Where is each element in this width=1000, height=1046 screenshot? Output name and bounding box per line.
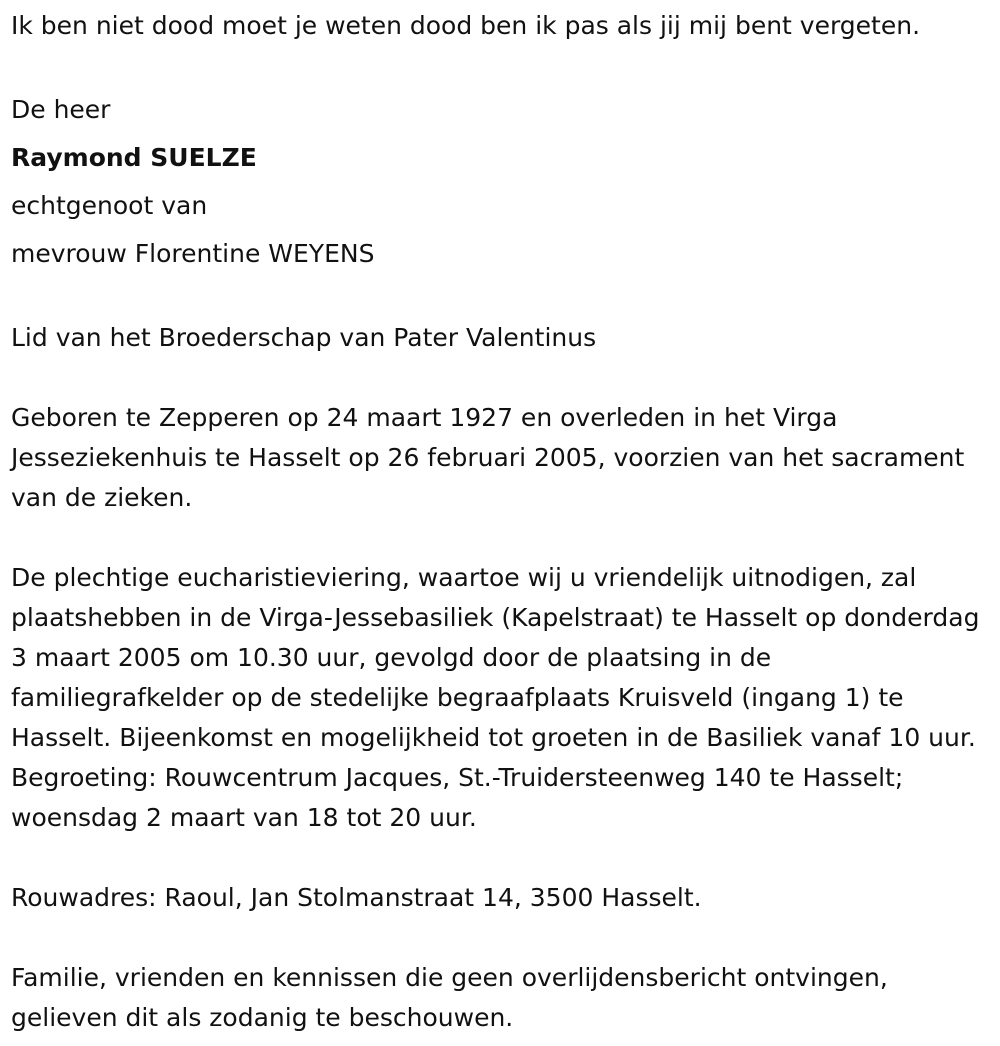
spouse-name: mevrouw Florentine WEYENS	[11, 239, 375, 268]
deceased-name: Raymond SUELZE	[11, 143, 257, 172]
ceremony-paragraph: De plechtige eucharistieviering, waartoe wij u vriendelijk uitnodigen, zal plaatshebben in de Virga-Jessebasiliek (Kapelstraat) te Hasselt op donderdag 3 maart 2005 om 10.30 uur, gevolgd door de plaatsing in de familiegrafkelder op de stedelijke begraafplaats Kruisveld (ingang 1) te Hasselt. Bijeenkomst en mogelijkheid tot groeten in de Basiliek vanaf 10 uur. Begroeting: Rouwcentrum Jacques, St.-Truidersteenweg 140 te Hasselt; woensdag 2 maart van 18 tot 20 uur.	[11, 563, 980, 832]
title-text: De heer	[11, 95, 111, 124]
address-text: Rouwadres: Raoul, Jan Stolmanstraat 14, 3500 Hasselt.	[11, 883, 702, 912]
membership-text: Lid van het Broederschap van Pater Valentinus	[11, 323, 597, 352]
closing-paragraph: Familie, vrienden en kennissen die geen overlijdensbericht ontvingen, gelieven dit als zodanig te beschouwen.	[11, 963, 888, 1032]
obituary-document	[11, 0, 986, 1038]
relation-text: echtgenoot van	[11, 191, 208, 220]
quote-text: Ik ben niet dood moet je weten dood ben ik pas als jij mij bent vergeten.	[11, 11, 921, 40]
birth-death-paragraph: Geboren te Zepperen op 24 maart 1927 en overleden in het Virga Jesseziekenhuis te Hasselt op 26 februari 2005, voorzien van het sacrament van de zieken.	[11, 403, 965, 512]
